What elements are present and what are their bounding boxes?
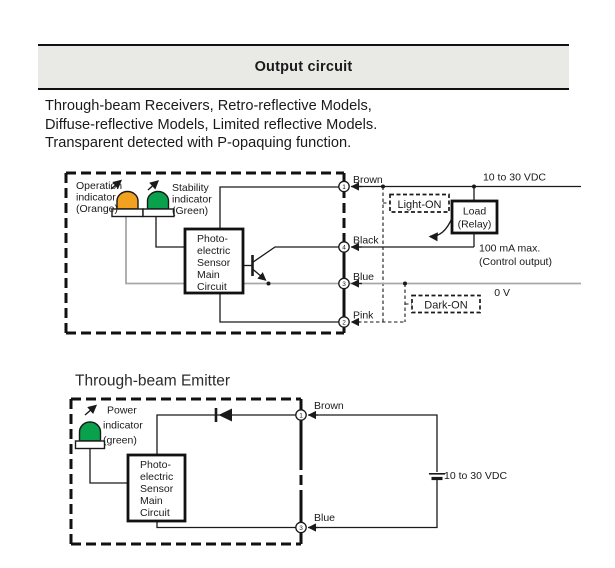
terminal-number: 3 (299, 524, 303, 532)
wire-color-label: Blue (353, 271, 375, 283)
power-indicator-led (76, 406, 105, 449)
intro-line-3: Transparent detected with P-opaquing function. (45, 135, 352, 152)
dark-on-label: Dark-ON (424, 299, 468, 312)
main-circuit-label: electric (140, 471, 174, 483)
operation-indicator-label: indicator (76, 191, 116, 204)
wire-brown-external (308, 415, 437, 472)
power-led-dome (80, 422, 101, 441)
supply-voltage-label: 10 to 30 VDC (482, 171, 546, 184)
stability-indicator-led (143, 181, 174, 217)
main-circuit-label: Sensor (197, 257, 231, 269)
main-circuit-label: Circuit (140, 507, 170, 519)
operation-led-dome (117, 192, 138, 210)
operation-indicator-label: Operation (76, 180, 123, 192)
wire-internal-brown (157, 415, 296, 455)
diode-triangle (219, 409, 233, 422)
emitter-junction-dot (267, 282, 271, 286)
wire-color-label: Pink (353, 309, 374, 322)
current-flow-arrow-icon (430, 218, 452, 237)
stability-indicator-label: (Green) (172, 205, 209, 217)
stability-led-base (143, 209, 174, 217)
intro-line-2: Diffuse-reflective Models, Limited reflective Models. (45, 116, 378, 133)
main-circuit-label: Photo- (197, 233, 228, 245)
main-circuit-label: Main (140, 495, 163, 507)
section-title: Output circuit (254, 59, 353, 75)
battery-symbol (429, 474, 445, 479)
receiver-circuit (66, 172, 581, 334)
power-indicator-label: Power (107, 404, 137, 417)
wire-stability-led (156, 217, 185, 248)
emitter-heading: Through-beam Emitter (75, 372, 231, 390)
terminal-number: 4 (342, 244, 346, 252)
power-led-base (76, 441, 105, 449)
terminal-number: 3 (342, 280, 346, 288)
transistor-collector-wire (253, 247, 342, 263)
main-circuit-label: Sensor (140, 483, 174, 495)
zero-volt-label: 0 V (494, 287, 510, 299)
power-indicator-label: indicator (103, 419, 143, 432)
stability-indicator-label: Stability (172, 182, 209, 194)
light-on-label: Light-ON (397, 199, 442, 211)
stability-led-dome (148, 192, 169, 210)
stability-led-light-arrow-icon (148, 181, 158, 190)
main-circuit-label: Circuit (197, 281, 227, 293)
wire-color-label: Brown (353, 174, 383, 186)
supply-voltage-label: 10 to 30 VDC (444, 470, 508, 482)
main-circuit-label: Main (197, 269, 220, 281)
load-label: Load (462, 205, 487, 218)
power-indicator-label: (green) (103, 434, 137, 447)
transistor-emitter-wire (253, 269, 266, 280)
main-circuit-label: electric (197, 245, 231, 257)
terminal-number: 2 (342, 319, 346, 327)
wire-power-led (90, 449, 128, 484)
intro-line-1: Through-beam Receivers, Retro-reflective Models, (45, 98, 372, 114)
wire-color-label: Blue (314, 512, 336, 524)
output-note-label: 100 mA max. (479, 242, 541, 255)
main-circuit-label: Photo- (140, 459, 171, 471)
power-led-light-arrow-icon (85, 406, 96, 416)
wire-color-label: Black (353, 234, 379, 247)
load-label: (Relay) (457, 218, 492, 231)
npn-transistor (243, 247, 341, 286)
wire-internal-brown (220, 187, 341, 229)
output-note-label: (Control output) (479, 256, 552, 268)
emitter-circuit (71, 373, 507, 545)
wire-color-label: Brown (314, 400, 344, 412)
wire-internal-pink (220, 293, 340, 322)
operation-indicator-label: (Orange) (76, 203, 119, 215)
terminal-number: 1 (299, 412, 303, 420)
stability-indicator-label: indicator (172, 193, 212, 206)
terminal-number: 1 (342, 183, 346, 191)
